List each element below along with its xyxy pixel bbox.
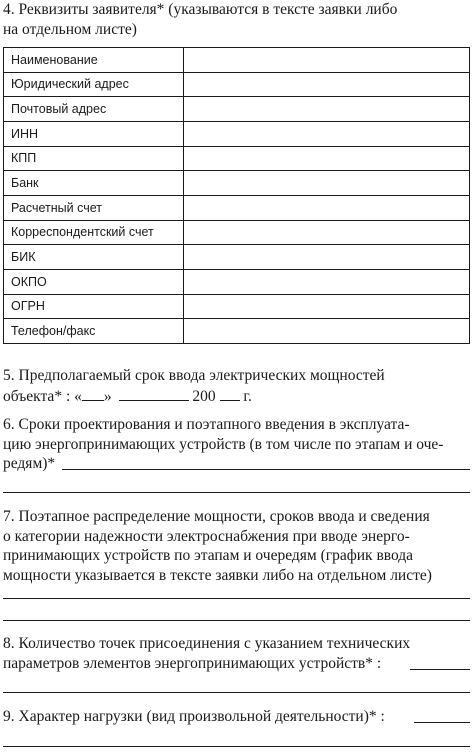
section-9-line-1: 9. Характер нагрузки (вид произвольной деятельности)* : (3, 708, 385, 725)
requisite-label: КПП (4, 146, 184, 171)
requisite-label: Телефон/факс (4, 319, 184, 344)
requisite-label: Банк (4, 171, 184, 196)
requisite-label: ОГРН (4, 294, 184, 319)
requisite-value-field[interactable] (184, 146, 470, 171)
requisite-value-field[interactable] (184, 245, 470, 270)
section-7 (3, 507, 470, 585)
section-8-line-2: параметров элементов энергопринимающих устройств* : (3, 654, 382, 672)
requisite-label: ИНН (4, 121, 184, 146)
section-8-answer-inline[interactable] (410, 669, 470, 670)
requisites-row (4, 121, 470, 146)
requisite-value-field[interactable] (184, 72, 470, 97)
section-7-answer-line-1[interactable] (3, 598, 470, 599)
requisite-label: Наименование (4, 48, 184, 73)
requisites-row (4, 220, 470, 245)
requisites-row (4, 319, 470, 344)
requisite-value-field[interactable] (184, 269, 470, 294)
section-5-quote-close: » (103, 387, 112, 405)
section-6 (3, 415, 470, 474)
section-9-answer-inline[interactable] (414, 722, 470, 723)
section-4-title (3, 0, 469, 40)
requisite-value-field[interactable] (184, 294, 470, 319)
year-field[interactable] (220, 386, 240, 401)
requisite-label: Почтовый адрес (4, 97, 184, 122)
section-4-title-line-1: 4. Реквизиты заявителя* (указываются в тексте заявки либо (3, 1, 398, 18)
requisites-row (4, 72, 470, 97)
requisites-row (4, 294, 470, 319)
requisites-row (4, 146, 470, 171)
requisites-row (4, 97, 470, 122)
section-6-answer-line-2[interactable] (3, 492, 470, 493)
day-field[interactable] (82, 386, 104, 401)
section-6-answer-line-1[interactable] (62, 469, 470, 470)
section-5-year-suffix: г. (243, 387, 252, 405)
section-7-line-3: принимающих устройств по этапам и очередям (график ввода (3, 547, 414, 564)
section-5-year-prefix: 200 (192, 387, 216, 405)
section-5 (3, 366, 470, 406)
requisite-label: БИК (4, 245, 184, 270)
month-field[interactable] (119, 386, 189, 401)
requisite-value-field[interactable] (184, 97, 470, 122)
requisite-label: ОКПО (4, 269, 184, 294)
requisites-row (4, 48, 470, 73)
section-9 (3, 707, 470, 727)
requisite-label: Корреспондентский счет (4, 220, 184, 245)
section-8 (3, 634, 470, 673)
requisites-row (4, 269, 470, 294)
section-6-line-1: 6. Сроки проектирования и поэтапного введения в эксплуата- (3, 416, 410, 433)
section-5-line-1: 5. Предполагаемый срок ввода электрических мощностей (3, 367, 385, 384)
section-8-answer-line[interactable] (3, 692, 470, 693)
section-7-answer-line-2[interactable] (3, 620, 470, 621)
requisites-row (4, 195, 470, 220)
section-5-label: объекта* : « (3, 387, 82, 405)
requisite-value-field[interactable] (184, 121, 470, 146)
requisite-value-field[interactable] (184, 171, 470, 196)
section-9-answer-line[interactable] (3, 746, 470, 747)
section-8-line-1: 8. Количество точек присоединения с указанием технических (3, 635, 411, 652)
requisite-value-field[interactable] (184, 220, 470, 245)
requisite-label: Юридический адрес (4, 72, 184, 97)
requisites-row (4, 171, 470, 196)
requisites-table (3, 47, 470, 344)
section-4-title-line-2: на отдельном листе) (3, 21, 137, 38)
section-5-line-2 (3, 386, 470, 407)
requisites-row (4, 245, 470, 270)
section-6-line-3: редям)* (3, 455, 56, 472)
requisite-value-field[interactable] (184, 48, 470, 73)
requisite-value-field[interactable] (184, 195, 470, 220)
section-7-line-2: о категории надежности электроснабжения при вводе энерго- (3, 527, 410, 545)
section-6-line-2: цию энергопринимающих устройств (в том числе по этапам и оче- (3, 435, 444, 453)
section-7-line-4: мощности указывается в тексте заявки либо на отдельном листе) (3, 566, 432, 584)
section-7-line-1: 7. Поэтапное распределение мощности, сроков ввода и сведения (3, 508, 430, 525)
requisite-value-field[interactable] (184, 319, 470, 344)
requisite-label: Расчетный счет (4, 195, 184, 220)
